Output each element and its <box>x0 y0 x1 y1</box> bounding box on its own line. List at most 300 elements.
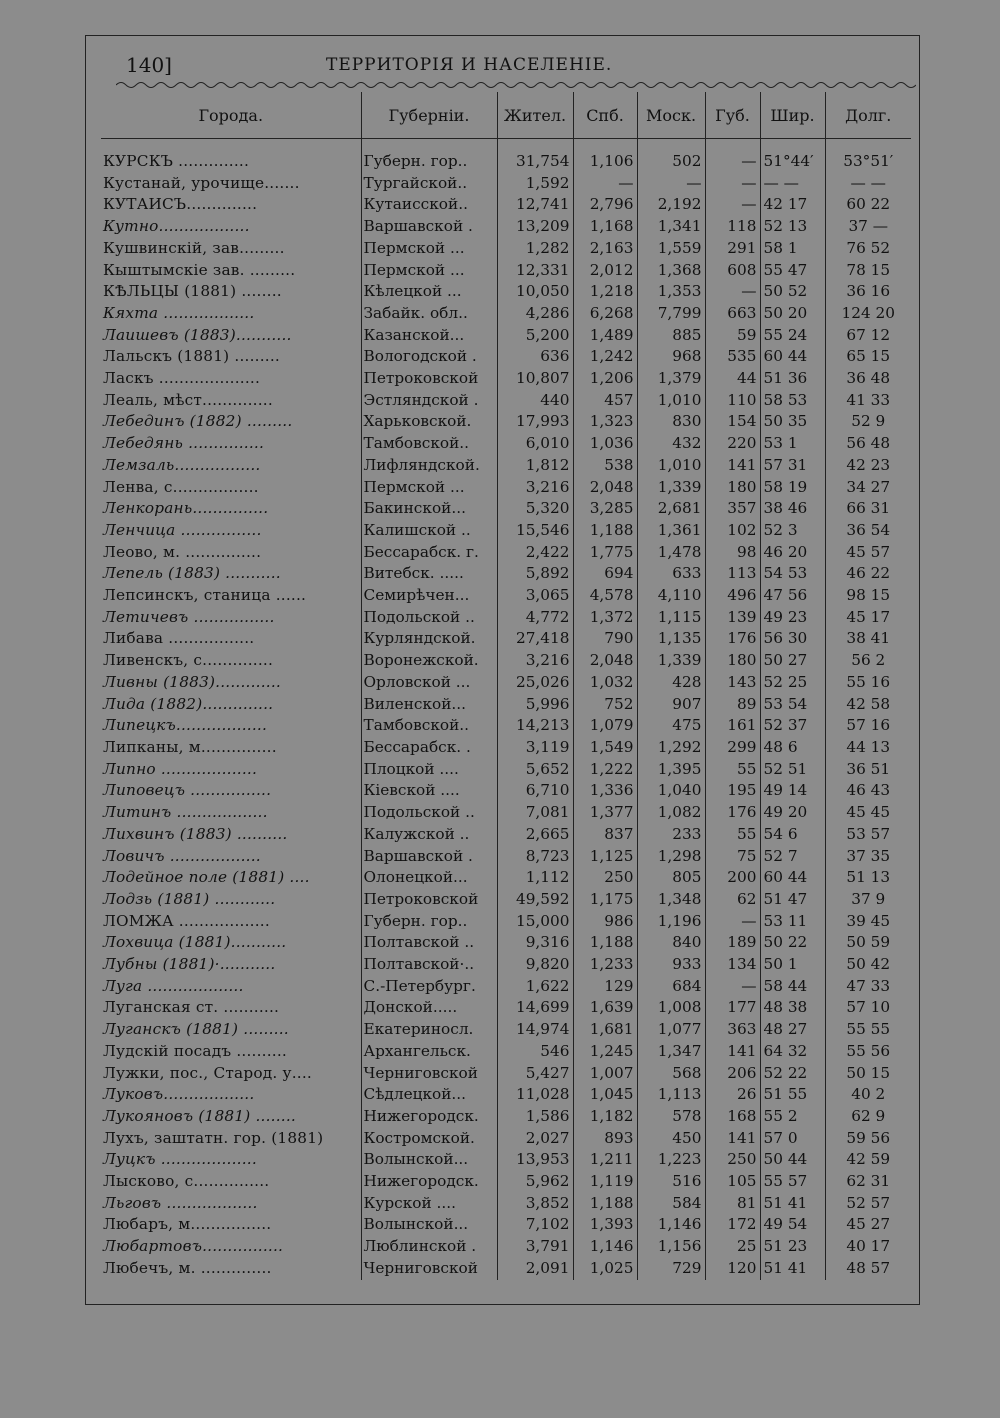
table-row <box>101 1171 911 1193</box>
moscow-distance: 1,010 <box>637 455 705 477</box>
province-name: Плоцкой .... <box>361 759 497 781</box>
table-row <box>101 563 911 585</box>
longitude: 36 16 <box>825 281 911 303</box>
province-name: Волынской... <box>361 1149 497 1171</box>
city-name: Лухъ, заштатн. гор. (1881) <box>103 1128 324 1147</box>
spb-distance: 1,242 <box>573 346 637 368</box>
city-name: Лудскій посадъ .......... <box>103 1041 287 1060</box>
spacer-row <box>101 139 911 152</box>
province-name: Воронежской. <box>361 650 497 672</box>
province-distance: 189 <box>705 932 760 954</box>
page-frame <box>85 35 920 1305</box>
table-row <box>101 477 911 499</box>
spb-distance: 1,549 <box>573 737 637 759</box>
longitude: — — <box>825 173 911 195</box>
table-row <box>101 997 911 1019</box>
province-name: Черниговской <box>361 1063 497 1085</box>
moscow-distance: 2,192 <box>637 194 705 216</box>
province-distance: 291 <box>705 238 760 260</box>
latitude: 51 47 <box>760 889 825 911</box>
longitude: 57 16 <box>825 715 911 737</box>
table-row <box>101 325 911 347</box>
city-name: Луганскъ (1881) ......... <box>103 1020 289 1039</box>
city-name: Лальскъ (1881) ......... <box>103 347 280 366</box>
population: 1,622 <box>497 976 573 998</box>
province-distance: 168 <box>705 1106 760 1128</box>
latitude: 50 22 <box>760 932 825 954</box>
moscow-distance: 1,113 <box>637 1084 705 1106</box>
province-distance: 299 <box>705 737 760 759</box>
province-distance: 176 <box>705 628 760 650</box>
latitude: 49 20 <box>760 802 825 824</box>
population: 1,592 <box>497 173 573 195</box>
province-name: Курской .... <box>361 1193 497 1215</box>
province-distance: 141 <box>705 1128 760 1150</box>
population: 1,282 <box>497 238 573 260</box>
spb-distance: 1,372 <box>573 607 637 629</box>
spb-distance: 1,211 <box>573 1149 637 1171</box>
province-name: Кутаисской.. <box>361 194 497 216</box>
province-distance: 59 <box>705 325 760 347</box>
province-name: С.-Петербург. <box>361 976 497 998</box>
moscow-distance: 2,681 <box>637 498 705 520</box>
moscow-distance: 1,082 <box>637 802 705 824</box>
latitude: 55 24 <box>760 325 825 347</box>
province-distance: — <box>705 173 760 195</box>
moscow-distance: 568 <box>637 1063 705 1085</box>
longitude: 42 59 <box>825 1149 911 1171</box>
latitude: 51 23 <box>760 1236 825 1258</box>
latitude: 50 1 <box>760 954 825 976</box>
latitude: 60 44 <box>760 867 825 889</box>
province-distance: — <box>705 194 760 216</box>
city-name: Любаръ, м................ <box>103 1215 272 1234</box>
city-name: Луга ................... <box>103 976 244 995</box>
latitude: 51 36 <box>760 368 825 390</box>
province-distance: 26 <box>705 1084 760 1106</box>
city-name: Лебедянь ............... <box>103 434 265 453</box>
spb-distance: 2,012 <box>573 260 637 282</box>
population: 3,065 <box>497 585 573 607</box>
population: 14,699 <box>497 997 573 1019</box>
longitude: 37 9 <box>825 889 911 911</box>
population: 1,112 <box>497 867 573 889</box>
province-name: Кѣлецкой ... <box>361 281 497 303</box>
longitude: 41 33 <box>825 390 911 412</box>
spb-distance: 1,323 <box>573 411 637 433</box>
spb-distance: 1,175 <box>573 889 637 911</box>
population: 3,216 <box>497 477 573 499</box>
spb-distance: 1,032 <box>573 672 637 694</box>
province-name: Бессарабск. . <box>361 737 497 759</box>
longitude: 50 15 <box>825 1063 911 1085</box>
longitude: 98 15 <box>825 585 911 607</box>
page-number: 140] <box>126 53 172 77</box>
table-row <box>101 802 911 824</box>
province-name: Казанской... <box>361 325 497 347</box>
longitude: 78 15 <box>825 260 911 282</box>
population: 3,119 <box>497 737 573 759</box>
longitude: 42 23 <box>825 455 911 477</box>
spb-distance: 1,182 <box>573 1106 637 1128</box>
latitude: 47 56 <box>760 585 825 607</box>
table-row <box>101 1084 911 1106</box>
table-row <box>101 455 911 477</box>
longitude: 52 57 <box>825 1193 911 1215</box>
city-name: Лихвинъ (1883) .......... <box>103 824 288 843</box>
population: 25,026 <box>497 672 573 694</box>
latitude: 57 0 <box>760 1128 825 1150</box>
province-distance: 357 <box>705 498 760 520</box>
province-distance: 663 <box>705 303 760 325</box>
moscow-distance: — <box>637 173 705 195</box>
population: 14,974 <box>497 1019 573 1041</box>
latitude: 52 13 <box>760 216 825 238</box>
spb-distance: 1,218 <box>573 281 637 303</box>
population: 9,820 <box>497 954 573 976</box>
population: 15,546 <box>497 520 573 542</box>
latitude: 49 14 <box>760 780 825 802</box>
moscow-distance: 1,347 <box>637 1041 705 1063</box>
province-distance: 139 <box>705 607 760 629</box>
province-name: Эстляндской . <box>361 390 497 412</box>
province-distance: 608 <box>705 260 760 282</box>
spb-distance: 457 <box>573 390 637 412</box>
table-row <box>101 433 911 455</box>
longitude: 46 22 <box>825 563 911 585</box>
col-header-population: Жител. <box>497 92 573 139</box>
table-row <box>101 1236 911 1258</box>
col-header-province: Губерніи. <box>361 92 497 139</box>
longitude: 37 35 <box>825 846 911 868</box>
longitude: 34 27 <box>825 477 911 499</box>
province-name: Бессарабск. г. <box>361 542 497 564</box>
population: 2,027 <box>497 1128 573 1150</box>
city-name: Лодзь (1881) ............ <box>103 889 276 908</box>
province-name: Петроковской <box>361 368 497 390</box>
longitude: 66 31 <box>825 498 911 520</box>
population: 49,592 <box>497 889 573 911</box>
table-row <box>101 151 911 173</box>
province-name: Губерн. гор.. <box>361 911 497 933</box>
province-distance: 176 <box>705 802 760 824</box>
province-name: Костромской. <box>361 1128 497 1150</box>
province-distance: 110 <box>705 390 760 412</box>
latitude: 55 57 <box>760 1171 825 1193</box>
moscow-distance: 830 <box>637 411 705 433</box>
longitude: 59 56 <box>825 1128 911 1150</box>
province-distance: 120 <box>705 1258 760 1280</box>
latitude: 51 41 <box>760 1193 825 1215</box>
table-row <box>101 542 911 564</box>
population: 4,286 <box>497 303 573 325</box>
city-name: Луковъ.................. <box>103 1085 255 1104</box>
city-name: Ленва, с................. <box>103 477 259 496</box>
latitude: 48 38 <box>760 997 825 1019</box>
table-row <box>101 498 911 520</box>
latitude: 54 53 <box>760 563 825 585</box>
city-name: Лида (1882).............. <box>103 694 274 713</box>
table-row <box>101 737 911 759</box>
population: 15,000 <box>497 911 573 933</box>
moscow-distance: 1,077 <box>637 1019 705 1041</box>
city-name: Льговъ .................. <box>103 1193 258 1212</box>
province-distance: 25 <box>705 1236 760 1258</box>
province-name: Тамбовской.. <box>361 715 497 737</box>
col-header-latitude: Шир. <box>760 92 825 139</box>
spb-distance: 893 <box>573 1128 637 1150</box>
latitude: 58 1 <box>760 238 825 260</box>
spb-distance: 6,268 <box>573 303 637 325</box>
province-name: Нижегородск. <box>361 1106 497 1128</box>
province-distance: 118 <box>705 216 760 238</box>
province-distance: 154 <box>705 411 760 433</box>
moscow-distance: 1,010 <box>637 390 705 412</box>
longitude: 56 2 <box>825 650 911 672</box>
table-row <box>101 976 911 998</box>
city-name: Кяхта .................. <box>103 303 255 322</box>
moscow-distance: 1,146 <box>637 1214 705 1236</box>
province-name: Архангельск. <box>361 1041 497 1063</box>
population: 440 <box>497 390 573 412</box>
latitude: 50 52 <box>760 281 825 303</box>
province-name: Полтавской·.. <box>361 954 497 976</box>
spb-distance: 1,045 <box>573 1084 637 1106</box>
page-title: ТЕРРИТОРІЯ И НАСЕЛЕНІЕ. <box>326 55 613 75</box>
city-name: Лысково, с............... <box>103 1172 270 1191</box>
province-distance: 55 <box>705 824 760 846</box>
table-row <box>101 1258 911 1280</box>
population: 10,807 <box>497 368 573 390</box>
table-row <box>101 867 911 889</box>
table-row <box>101 1019 911 1041</box>
table-row <box>101 759 911 781</box>
moscow-distance: 1,339 <box>637 650 705 672</box>
longitude: 55 16 <box>825 672 911 694</box>
moscow-distance: 1,339 <box>637 477 705 499</box>
spb-distance: 1,393 <box>573 1214 637 1236</box>
table-row <box>101 216 911 238</box>
latitude: 57 31 <box>760 455 825 477</box>
spb-distance: 1,336 <box>573 780 637 802</box>
province-name: Губерн. гор.. <box>361 151 497 173</box>
province-distance: 220 <box>705 433 760 455</box>
longitude: 62 9 <box>825 1106 911 1128</box>
spb-distance: 3,285 <box>573 498 637 520</box>
population: 5,892 <box>497 563 573 585</box>
province-name: Вологодской . <box>361 346 497 368</box>
city-name: Луцкъ ................... <box>103 1150 257 1169</box>
latitude: 52 51 <box>760 759 825 781</box>
population: 6,710 <box>497 780 573 802</box>
moscow-distance: 428 <box>637 672 705 694</box>
longitude: 53 57 <box>825 824 911 846</box>
population: 7,102 <box>497 1214 573 1236</box>
province-name: Нижегородск. <box>361 1171 497 1193</box>
spb-distance: 1,681 <box>573 1019 637 1041</box>
population: 3,852 <box>497 1193 573 1215</box>
table-row <box>101 346 911 368</box>
moscow-distance: 1,353 <box>637 281 705 303</box>
spb-distance: 129 <box>573 976 637 998</box>
province-distance: — <box>705 911 760 933</box>
spb-distance: 752 <box>573 694 637 716</box>
cities-table <box>101 92 911 1280</box>
population: 1,586 <box>497 1106 573 1128</box>
spb-distance: 2,796 <box>573 194 637 216</box>
city-name: Липецкъ.................. <box>103 716 268 735</box>
spb-distance: 1,168 <box>573 216 637 238</box>
province-name: Забайк. обл.. <box>361 303 497 325</box>
city-name: Лодейное поле (1881) .... <box>103 868 310 887</box>
spb-distance: 1,489 <box>573 325 637 347</box>
spb-distance: 1,119 <box>573 1171 637 1193</box>
population: 2,665 <box>497 824 573 846</box>
spb-distance: 1,036 <box>573 433 637 455</box>
table-row <box>101 411 911 433</box>
spb-distance: 1,025 <box>573 1258 637 1280</box>
table-row <box>101 672 911 694</box>
city-name: Луганская ст. ........... <box>103 998 280 1017</box>
spb-distance: 1,007 <box>573 1063 637 1085</box>
city-name: КУРСКЪ .............. <box>103 152 250 170</box>
city-name: Лукояновъ (1881) ........ <box>103 1106 296 1125</box>
province-name: Семирѣчен... <box>361 585 497 607</box>
province-distance: 134 <box>705 954 760 976</box>
table-row <box>101 173 911 195</box>
latitude: 46 20 <box>760 542 825 564</box>
longitude: 124 20 <box>825 303 911 325</box>
longitude: 52 9 <box>825 411 911 433</box>
city-name: Литинъ .................. <box>103 803 268 822</box>
city-name: Лепсинскъ, станица ...... <box>103 586 307 605</box>
table-row <box>101 780 911 802</box>
city-name: Кутно.................. <box>103 217 250 236</box>
latitude: 55 47 <box>760 260 825 282</box>
moscow-distance: 584 <box>637 1193 705 1215</box>
latitude: 58 53 <box>760 390 825 412</box>
city-name: Лубны (1881)·........... <box>103 955 276 974</box>
province-name: Полтавской .. <box>361 932 497 954</box>
moscow-distance: 729 <box>637 1258 705 1280</box>
province-distance: 81 <box>705 1193 760 1215</box>
longitude: 56 48 <box>825 433 911 455</box>
longitude: 48 57 <box>825 1258 911 1280</box>
province-distance: — <box>705 976 760 998</box>
province-name: Варшавской . <box>361 846 497 868</box>
latitude: 53 1 <box>760 433 825 455</box>
province-distance: 105 <box>705 1171 760 1193</box>
table-row <box>101 607 911 629</box>
moscow-distance: 1,395 <box>637 759 705 781</box>
province-name: Виленской... <box>361 694 497 716</box>
population: 11,028 <box>497 1084 573 1106</box>
latitude: 56 30 <box>760 628 825 650</box>
latitude: 50 27 <box>760 650 825 672</box>
moscow-distance: 1,379 <box>637 368 705 390</box>
province-name: Донской..... <box>361 997 497 1019</box>
longitude: 50 42 <box>825 954 911 976</box>
spb-distance: 538 <box>573 455 637 477</box>
longitude: 50 59 <box>825 932 911 954</box>
latitude: 42 17 <box>760 194 825 216</box>
latitude: 58 44 <box>760 976 825 998</box>
spb-distance: 1,233 <box>573 954 637 976</box>
moscow-distance: 450 <box>637 1128 705 1150</box>
population: 2,422 <box>497 542 573 564</box>
moscow-distance: 7,799 <box>637 303 705 325</box>
longitude: 36 48 <box>825 368 911 390</box>
longitude: 45 57 <box>825 542 911 564</box>
population: 12,331 <box>497 260 573 282</box>
province-name: Курляндской. <box>361 628 497 650</box>
spb-distance: 1,188 <box>573 932 637 954</box>
population: 5,427 <box>497 1063 573 1085</box>
province-name: Калужской .. <box>361 824 497 846</box>
table-row <box>101 911 911 933</box>
longitude: 36 54 <box>825 520 911 542</box>
population: 3,791 <box>497 1236 573 1258</box>
city-name: Леаль, мѣст.............. <box>103 390 273 409</box>
province-name: Бакинской... <box>361 498 497 520</box>
province-distance: 250 <box>705 1149 760 1171</box>
province-distance: 102 <box>705 520 760 542</box>
wavy-divider <box>116 80 916 90</box>
population: 5,200 <box>497 325 573 347</box>
province-name: Волынской... <box>361 1214 497 1236</box>
moscow-distance: 805 <box>637 867 705 889</box>
latitude: 60 44 <box>760 346 825 368</box>
spb-distance: 1,206 <box>573 368 637 390</box>
col-header-city: Города. <box>101 92 361 139</box>
spb-distance: 1,245 <box>573 1041 637 1063</box>
moscow-distance: 1,292 <box>637 737 705 759</box>
province-name: Сѣдлецкой... <box>361 1084 497 1106</box>
city-name: КУТАИСЪ.............. <box>103 195 258 214</box>
longitude: 47 33 <box>825 976 911 998</box>
population: 9,316 <box>497 932 573 954</box>
moscow-distance: 1,368 <box>637 260 705 282</box>
longitude: 36 51 <box>825 759 911 781</box>
moscow-distance: 578 <box>637 1106 705 1128</box>
province-distance: 113 <box>705 563 760 585</box>
table-row <box>101 238 911 260</box>
city-name: КѢЛЬЦЫ (1881) ........ <box>103 282 282 301</box>
longitude: 67 12 <box>825 325 911 347</box>
city-name: ЛОМЖА .................. <box>103 911 270 930</box>
table-row <box>101 715 911 737</box>
province-name: Черниговской <box>361 1258 497 1280</box>
spb-distance: 1,377 <box>573 802 637 824</box>
moscow-distance: 1,008 <box>637 997 705 1019</box>
latitude: 48 27 <box>760 1019 825 1041</box>
province-name: Пермской ... <box>361 238 497 260</box>
spb-distance: 1,079 <box>573 715 637 737</box>
longitude: 62 31 <box>825 1171 911 1193</box>
population: 8,723 <box>497 846 573 868</box>
latitude: 52 22 <box>760 1063 825 1085</box>
table-row <box>101 1063 911 1085</box>
latitude: 50 35 <box>760 411 825 433</box>
population: 13,209 <box>497 216 573 238</box>
city-name: Липканы, м............... <box>103 737 277 756</box>
longitude: 42 58 <box>825 694 911 716</box>
spb-distance: 250 <box>573 867 637 889</box>
province-name: Тургайской.. <box>361 173 497 195</box>
latitude: 52 3 <box>760 520 825 542</box>
longitude: 45 45 <box>825 802 911 824</box>
city-name: Лепель (1883) ........... <box>103 564 281 583</box>
